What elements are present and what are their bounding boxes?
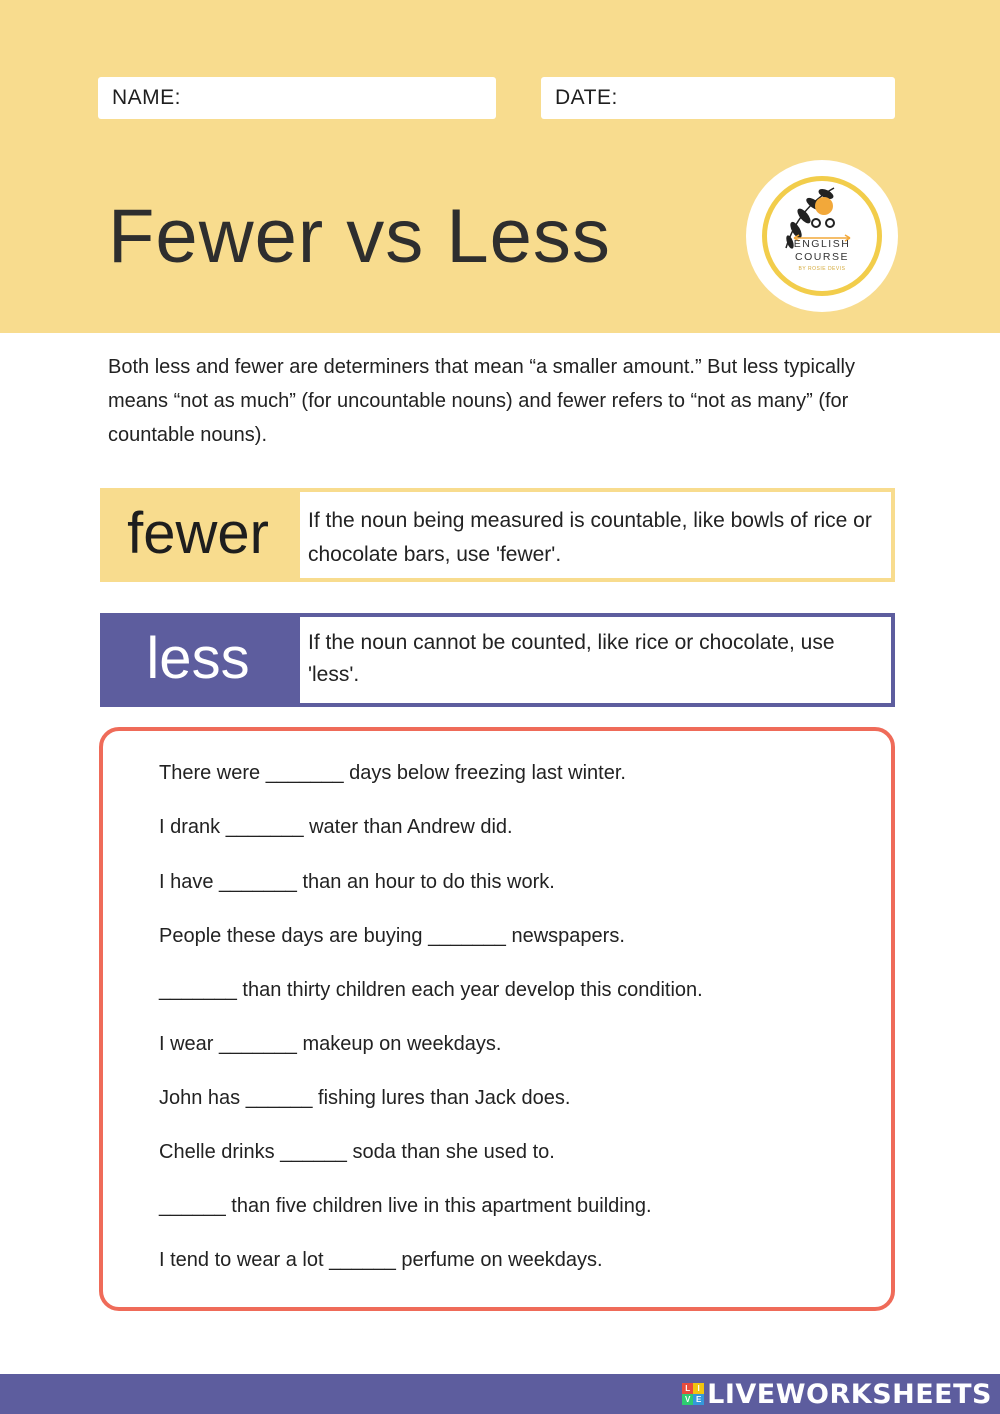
question-text: I wear _______ makeup on weekdays.	[159, 1033, 502, 1055]
question-text: Chelle drinks ______ soda than she used to.	[159, 1141, 555, 1163]
footer-bar	[0, 1374, 1000, 1414]
question-text: I drank _______ water than Andrew did.	[159, 816, 513, 838]
logo-letter: L	[682, 1383, 693, 1394]
question-text: John has ______ fishing lures than Jack does.	[159, 1087, 571, 1109]
logo-byline: BY ROSIE DEVIS	[798, 266, 846, 272]
logo-letter: E	[693, 1394, 704, 1405]
question-text: I have _______ than an hour to do this work.	[159, 871, 555, 893]
date-label: DATE:	[555, 86, 618, 109]
logo-line-course: COURSE	[795, 251, 849, 263]
intro-paragraph: Both less and fewer are determiners that mean “a smaller amount.” But less typically means “not as much” (for uncountable nouns) and fewer refers to “not as many” (for countable nouns).	[108, 356, 855, 446]
rule-less	[100, 613, 895, 707]
question-text: People these days are buying _______ newspapers.	[159, 925, 625, 947]
rule-text-less: If the noun cannot be counted, like rice or chocolate, use 'less'.	[296, 613, 895, 707]
liveworksheets-brand[interactable]	[682, 1376, 992, 1412]
logo-line-english: ENGLISH	[793, 238, 851, 250]
page-title: Fewer vs Less	[108, 194, 611, 279]
rule-text-fewer: If the noun being measured is countable, like bowls of rice or chocolate bars, use 'fewer'.	[296, 488, 895, 582]
logo-letter: I	[693, 1383, 704, 1394]
date-field[interactable]	[541, 77, 895, 119]
question-text: _______ than thirty children each year develop this condition.	[159, 979, 703, 1001]
rule-word-fewer: fewer	[100, 488, 296, 582]
name-label: NAME:	[112, 86, 182, 109]
question-text: I tend to wear a lot ______ perfume on weekdays.	[159, 1249, 603, 1271]
header-band	[0, 0, 1000, 333]
course-logo	[746, 160, 898, 312]
rule-fewer	[100, 488, 895, 582]
question-text: ______ than five children live in this apartment building.	[159, 1195, 652, 1217]
question-text: There were _______ days below freezing last winter.	[159, 762, 626, 784]
liveworksheets-logo-icon	[682, 1383, 704, 1405]
exercise-box	[99, 727, 895, 1311]
brand-text: LIVEWORKSHEETS	[707, 1378, 992, 1410]
name-field[interactable]	[98, 77, 496, 119]
rule-word-less: less	[100, 613, 296, 707]
logo-letter: V	[682, 1394, 693, 1405]
globe-gear-icon	[746, 160, 898, 312]
